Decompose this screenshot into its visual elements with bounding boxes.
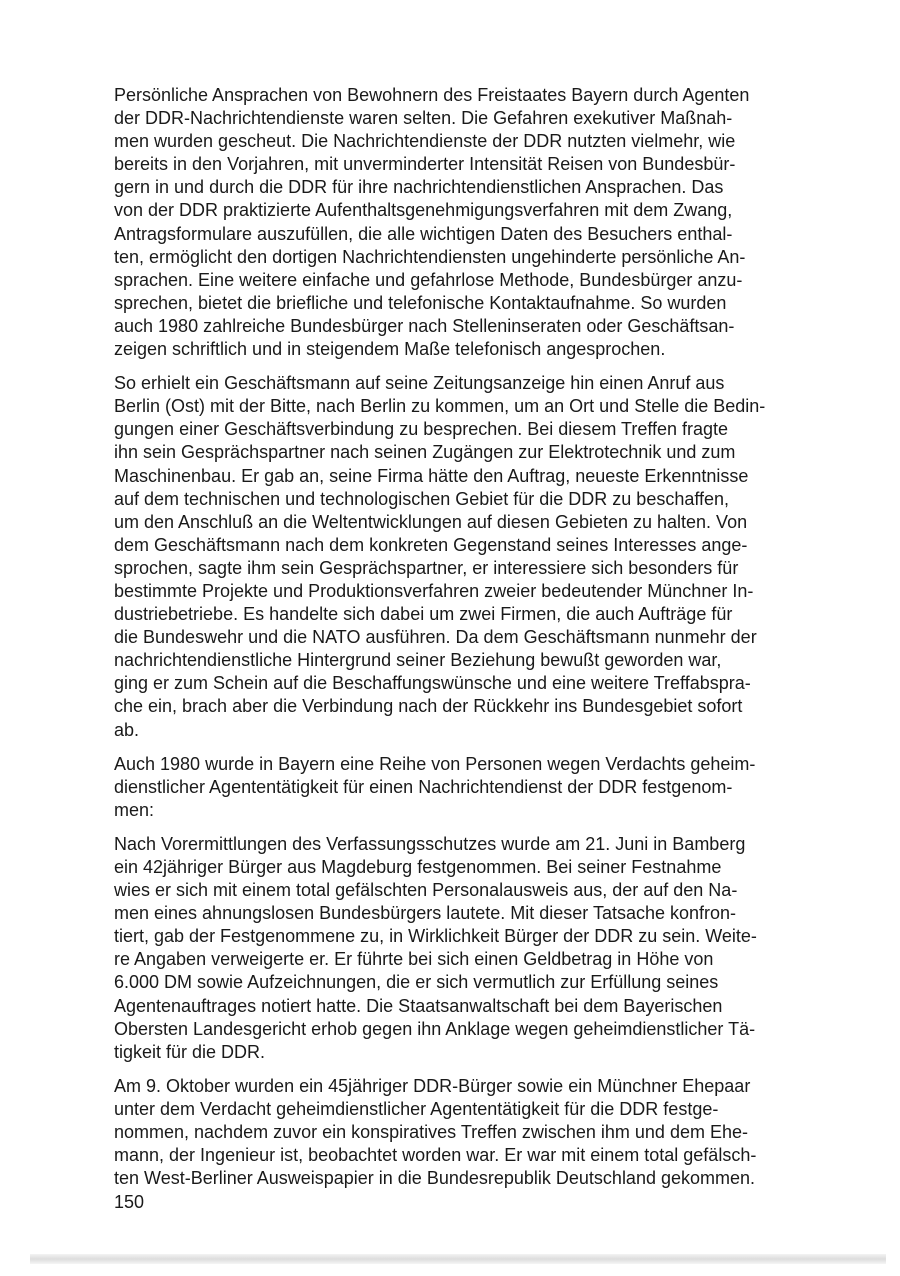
page-number: 150 <box>114 1192 145 1212</box>
paragraph-2: So erhielt ein Geschäftsmann auf seine Zeitungsanzeige hin einen Anruf aus Berlin (Ost) mit der Bitte, nach Berlin zu kommen, um an Ort und Stelle die Bedin- gungen einer Geschäftsverbindung zu besprechen. Bei diesem Treffen fragte ihn sein Gesprächspartner nach seinen Zugängen zur Elektrotechnik und zum Maschinenbau. Er gab an, seine Firma hätte den Auftrag, neueste Erkenntnisse auf dem technischen und technologischen Gebiet für die DDR zu beschaffen, um den Anschluß an die Weltentwicklungen auf diesen Gebieten zu halten. Von dem Geschäftsmann nach dem konkreten Gegenstand seines Interesses ange- sprochen, sagte ihm sein Gesprächspartner, er interessiere sich besonders für bestimmte Projekte und Produktionsverfahren zweier bedeutender Münchner In- dustriebetriebe. Es handelte sich dabei um zwei Firmen, die auch Aufträge für die Bundeswehr und die NATO ausführen. Da dem Geschäftsmann nunmehr der nachrichtendienstliche Hintergrund seiner Beziehung bewußt geworden war, ging er zum Schein auf die Beschaffungswünsche und eine weitere Treffabspra- che ein, brach aber die Verbindung nach der Rückkehr ins Bundesgebiet sofort ab. <box>114 373 766 740</box>
paragraph-4: Nach Vorermittlungen des Verfassungsschutzes wurde am 21. Juni in Bamberg ein 42jähriger Bürger aus Magdeburg festgenommen. Bei seiner Festnahme wies er sich mit einem total gefälschten Personalausweis aus, der auf den Na- men eines ahnungslosen Bundesbürgers lautete. Mit dieser Tatsache konfron- tiert, gab der Festgenommene zu, in Wirklichkeit Bürger der DDR zu sein. Weite- re Angaben verweigerte er. Er führte bei sich einen Geldbetrag in Höhe von 6.000 DM sowie Aufzeichnungen, die er sich vermutlich zur Erfüllung seines Agentenauftrages notiert hatte. Die Staatsanwaltschaft bei dem Bayerischen Obersten Landesgericht erhob gegen ihn Anklage wegen geheimdienstlicher Tä- tigkeit für die DDR. <box>114 833 757 1062</box>
body-text <box>114 84 790 1201</box>
paragraph-5: Am 9. Oktober wurden ein 45jähriger DDR-Bürger sowie ein Münchner Ehepaar unter dem Verdacht geheimdienstlicher Agententätigkeit für die DDR festge- nommen, nachdem zuvor ein konspiratives Treffen zwischen ihm und dem Ehe- mann, der Ingenieur ist, beobachtet worden war. Er war mit einem total gefälsch- ten West-Berliner Ausweispapier in die Bundesrepublik Deutschland gekommen. <box>114 1075 757 1189</box>
paragraph-1: Persönliche Ansprachen von Bewohnern des Freistaates Bayern durch Agenten der DDR-Nachrichtendienste waren selten. Die Gefahren exekutiver Maßnah- men wurden gescheut. Die Nachrichtendienste der DDR nutzten vielmehr, wie bereits in den Vorjahren, mit unverminderter Intensität Reisen von Bundesbür- gern in und durch die DDR für ihre nachrichtendienstlichen Ansprachen. Das von der DDR praktizierte Aufenthaltsgenehmigungsverfahren mit dem Zwang, Antragsformulare auszufüllen, die alle wichtigen Daten des Besuchers enthal- ten, ermöglicht den dortigen Nachrichtendiensten ungehinderte persönliche An- sprachen. Eine weitere einfache und gefahrlose Methode, Bundesbürger anzu- sprechen, bietet die briefliche und telefonische Kontaktaufnahme. So wurden auch 1980 zahlreiche Bundesbürger nach Stelleninseraten oder Geschäftsan- zeigen schriftlich und in steigendem Maße telefonisch angesprochen. <box>114 85 750 360</box>
paragraph-3: Auch 1980 wurde in Bayern eine Reihe von Personen wegen Verdachts geheim- dienstlicher Agententätigkeit für einen Nachrichtendienst der DDR festgenom- men: <box>114 753 756 820</box>
scan-bottom-edge <box>30 1254 886 1264</box>
